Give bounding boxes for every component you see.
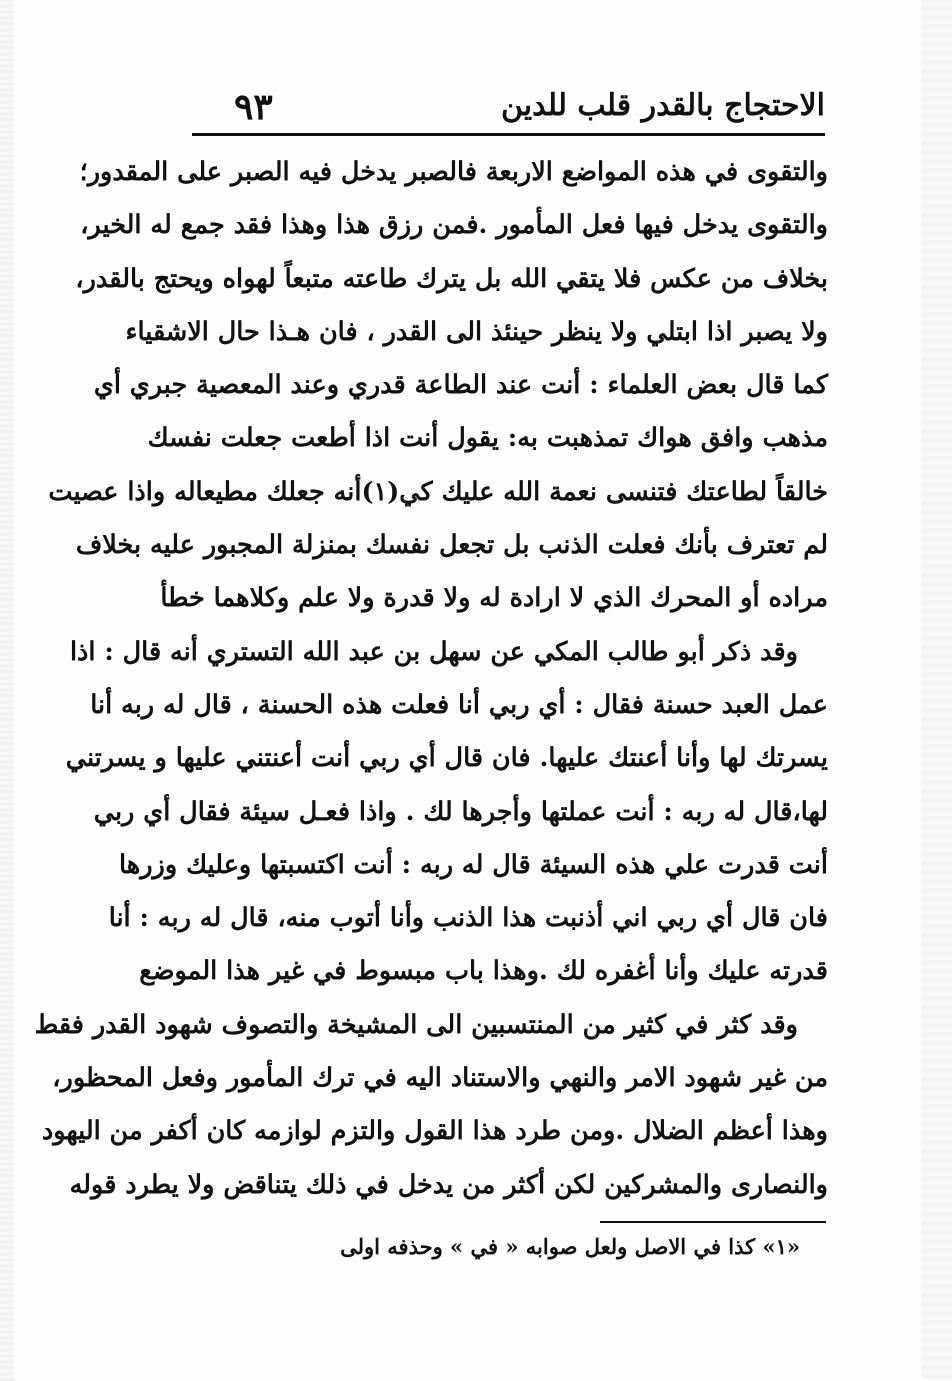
page-right-edge [922,0,952,1381]
text-line: مذهب وافق هواك تمذهبت به: يقول أنت اذا أطعت جعلت نفسك [147,423,828,454]
body-text [34,146,828,1212]
text-line: ولا يصبر اذا ابتلي ولا ينظر حينئذ الى القدر ، فان هـذا حال الاشقياء [125,316,828,347]
text-line: خالقاً لطاعتك فتنسى نعمة الله عليك كي(١)أنه جعلك مطيعاله واذا عصيت [48,476,828,507]
footnote-rule [600,1221,826,1223]
text-line: يسرتك لها وأنا أعنتك عليها. فان قال أي ربي أنت أعنتني عليها و يسرتني [65,743,828,774]
text-line: لم تعترف بأنك فعلت الذنب بل تجعل نفسك بمنزلة المجبور عليه بخلاف [75,530,828,561]
running-header-title: الاحتجاج بالقدر قلب للدين [500,88,825,123]
header-rule [192,133,825,136]
text-line: فان قال أي ربي اني أذنبت هذا الذنب وأنا أتوب منه، قال له ربه : أنا [108,903,828,934]
text-line: كما قال بعض العلماء : أنت عند الطاعة قدري وعند المعصية جبري أي [93,370,828,401]
footnote: «١» كذا في الاصل ولعل صوابه « في » وحذفه اولى [340,1234,800,1259]
running-header [190,86,825,130]
text-line: لها،قال له ربه : أنت عملتها وأجرها لك . واذا فعـل سيئة فقال أي ربي [93,796,828,827]
page-left-edge [0,0,14,1381]
text-line: بخلاف من عكس فلا يتقي الله بل يترك طاعته متبعاً لهواه ويحتج بالقدر، [75,263,828,294]
text-line: قدرته عليك وأنا أغفره لك .وهذا باب مبسوط في غير هذا الموضع [139,956,828,987]
text-line: والنصارى والمشركين لكن أكثر من يدخل في ذلك يتناقض ولا يطرد قوله [69,1169,828,1200]
text-line: والتقوى يدخل فيها فعل المأمور .فمن رزق هذا وهذا فقد جمع له الخير، [80,210,828,241]
text-line: من غير شهود الامر والنهي والاستناد اليه في ترك المأمور وفعل المحظور، [52,1063,828,1094]
text-line: والتقوى في هذه المواضع الاربعة فالصبر يدخل فيه الصبر على المقدور؛ [79,157,828,187]
text-line: عمل العبد حسنة فقال : أي ربي أنا فعلت هذه الحسنة ، قال له ربه أنا [90,689,828,720]
text-line: وقد كثر في كثير من المنتسبين الى المشيخة والتصوف شهود القدر فقط [34,1009,798,1040]
text-line: وهذا أعظم الضلال .ومن طرد هذا القول والتزم لوازمه كان أكفر من اليهود [41,1116,828,1147]
text-line: مراده أو المحرك الذي لا ارادة له ولا قدرة ولا علم وكلاهما خطأ [160,583,828,614]
text-line: أنت قدرت علي هذه السيئة قال له ربه : أنت اكتسبتها وعليك وزرها [119,849,828,880]
paragraph-2 [65,626,828,999]
paragraph-3 [34,999,828,1212]
text-line: وقد ذكر أبو طالب المكي عن سهل بن عبد الله التستري أنه قال : اذا [69,636,798,667]
page-number: ٩٣ [234,86,273,128]
paragraph-1 [48,146,828,626]
